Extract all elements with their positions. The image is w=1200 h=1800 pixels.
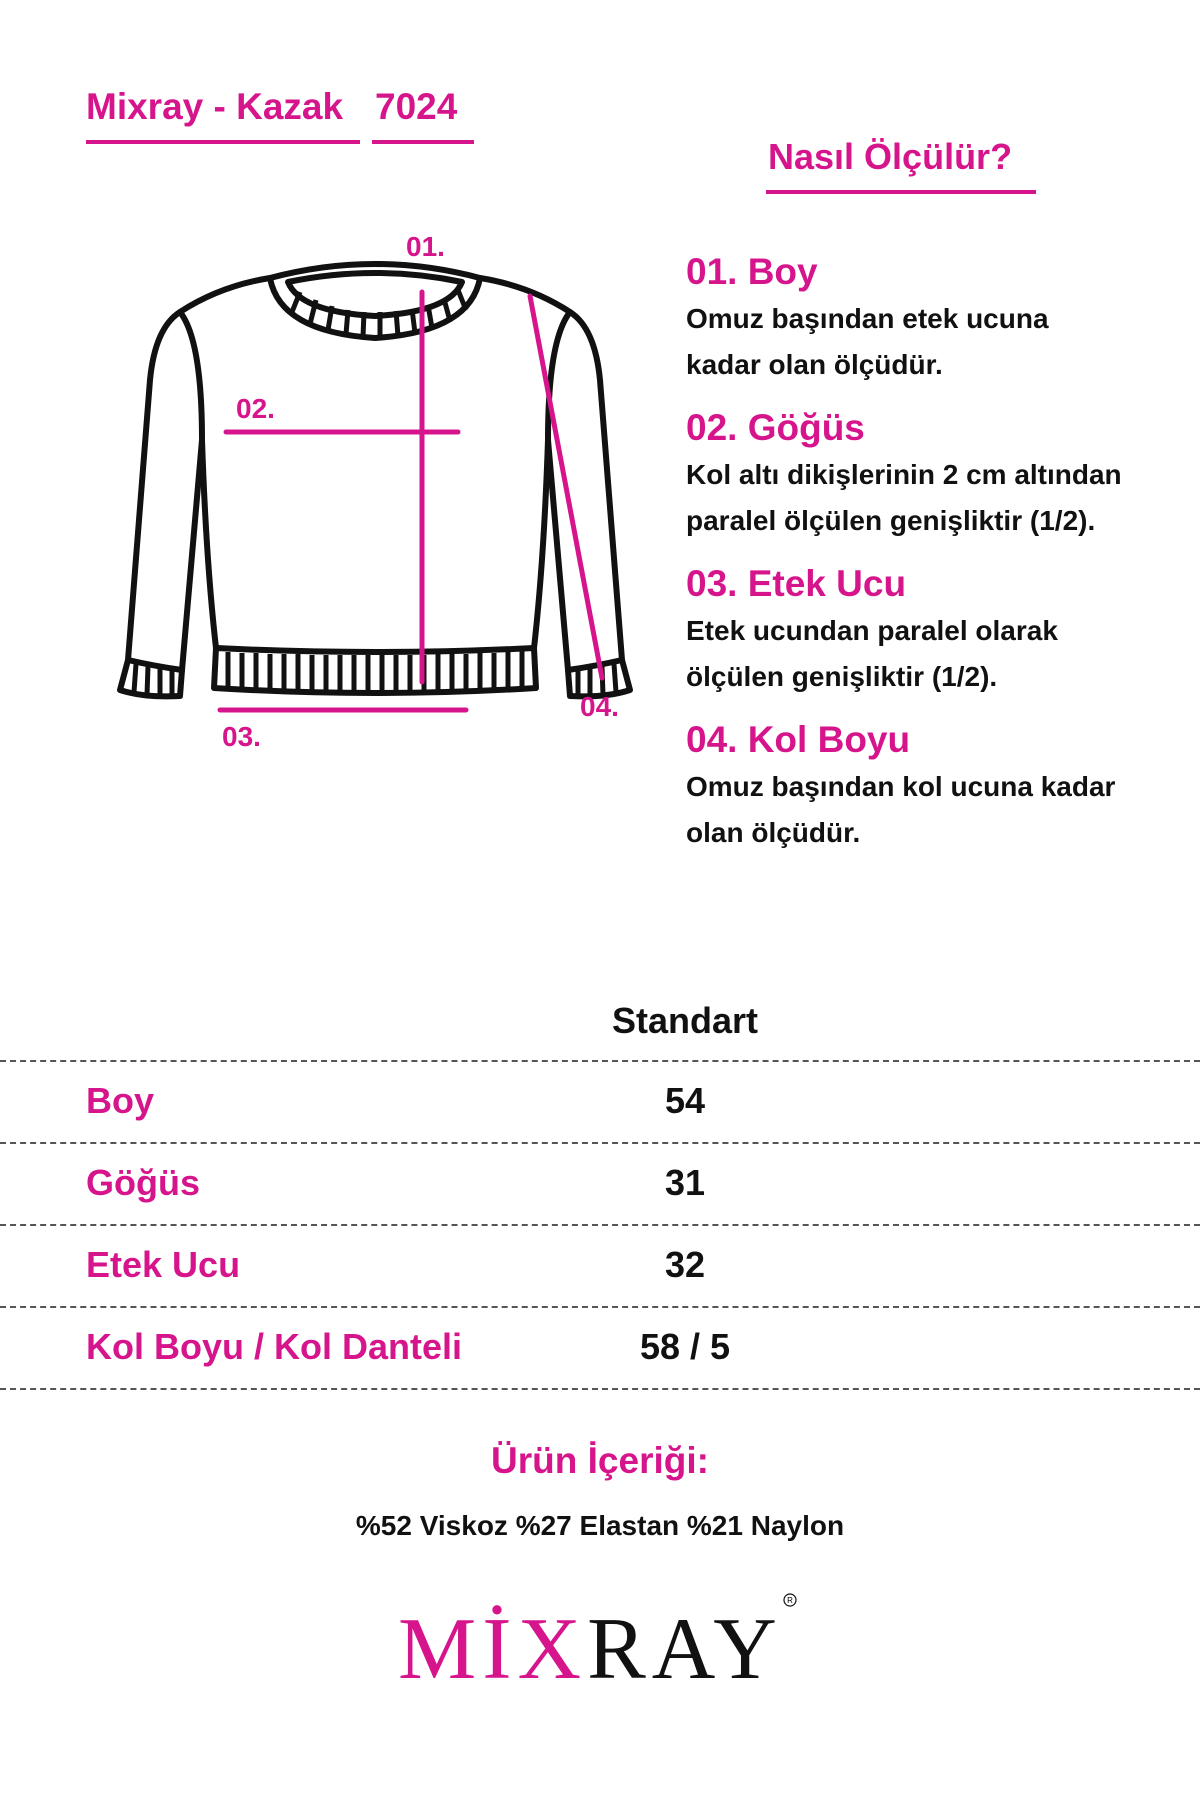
- measurement-steps: [686, 248, 1176, 872]
- step-desc-line: Omuz başından etek ucuna: [686, 303, 1049, 334]
- diagram-label-03: 03.: [222, 721, 261, 752]
- product-code-underline: [372, 140, 474, 144]
- waistband-outline: [214, 648, 536, 693]
- step-desc-line: Etek ucundan paralel olarak: [686, 615, 1058, 646]
- howto-underline: [766, 190, 1036, 194]
- row-label: Etek Ucu: [86, 1244, 241, 1285]
- row-value: 31: [664, 1162, 706, 1203]
- product-code: 7024: [375, 86, 458, 127]
- table-row: [0, 1224, 1200, 1306]
- sweater-diagram: [110, 220, 650, 760]
- step-kol-boyu: [686, 716, 1176, 856]
- row-value: 54: [664, 1080, 706, 1121]
- logo-part-mix: MİX: [398, 1601, 588, 1698]
- registered-mark: R: [787, 1596, 793, 1605]
- svg-text:MİXRAY: [398, 1601, 783, 1698]
- logo-part-ray: RAY: [587, 1601, 783, 1698]
- brand-title-underline: [86, 140, 360, 144]
- mixray-logo: [398, 1590, 798, 1710]
- table-row: [0, 1142, 1200, 1224]
- brand-title: Mixray - Kazak: [86, 86, 344, 127]
- content-text: %52 Viskoz %27 Elastan %21 Naylon: [355, 1510, 845, 1541]
- step-title: 04. Kol Boyu: [686, 719, 911, 760]
- table-column-header: Standart: [611, 1000, 759, 1041]
- row-value: 58 / 5: [639, 1326, 731, 1367]
- step-title: 03. Etek Ucu: [686, 563, 907, 604]
- step-desc-line: olan ölçüdür.: [686, 817, 861, 848]
- step-desc-line: Kol altı dikişlerinin 2 cm altından: [686, 459, 1122, 490]
- size-table: [0, 1060, 1200, 1390]
- diagram-label-04: 04.: [580, 691, 619, 722]
- row-label: Kol Boyu / Kol Danteli: [86, 1326, 463, 1367]
- step-desc-line: Omuz başından kol ucuna kadar: [686, 771, 1116, 802]
- step-title: 01. Boy: [686, 251, 818, 292]
- step-boy: [686, 248, 1176, 388]
- diagram-label-02: 02.: [236, 393, 275, 424]
- step-desc-line: ölçülen genişliktir (1/2).: [686, 661, 998, 692]
- step-etek-ucu: [686, 560, 1176, 700]
- table-row: [0, 1060, 1200, 1142]
- row-label: Göğüs: [86, 1162, 200, 1203]
- howto-title: Nasıl Ölçülür?: [768, 136, 1013, 177]
- row-value: 32: [664, 1244, 706, 1285]
- content-title: Ürün İçeriği:: [491, 1440, 709, 1481]
- step-gogus: [686, 404, 1176, 544]
- table-row: [0, 1306, 1200, 1390]
- step-desc-line: paralel ölçülen genişliktir (1/2).: [686, 505, 1096, 536]
- row-label: Boy: [86, 1080, 155, 1121]
- diagram-label-01: 01.: [406, 231, 445, 262]
- step-title: 02. Göğüs: [686, 407, 865, 448]
- step-desc-line: kadar olan ölçüdür.: [686, 349, 943, 380]
